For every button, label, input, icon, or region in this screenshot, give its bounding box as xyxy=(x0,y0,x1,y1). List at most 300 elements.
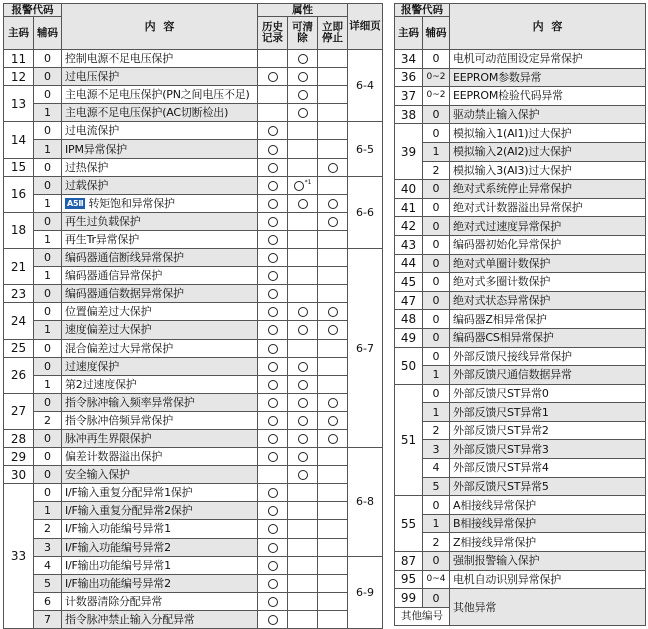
table-row xyxy=(4,556,383,574)
circle-mark-icon xyxy=(268,271,278,281)
sub-code: 3 xyxy=(423,440,450,459)
table-row xyxy=(395,198,646,217)
sub-code: 0 xyxy=(423,291,450,310)
circle-mark-icon xyxy=(298,325,308,335)
detail-page-ref: 6-5 xyxy=(348,122,383,176)
sub-code: 0 xyxy=(34,339,62,357)
main-code: 34 xyxy=(395,50,423,69)
alarm-description: 绝对式系统停止异常保护 xyxy=(450,180,646,199)
circle-mark-icon xyxy=(268,579,278,589)
main-code: 44 xyxy=(395,254,423,273)
main-code: 29 xyxy=(4,448,34,466)
alarm-code-header-right: 报警代码 xyxy=(395,4,450,17)
circle-mark-icon xyxy=(268,524,278,534)
table-row xyxy=(4,230,383,248)
alarm-description: 再生过负载保护 xyxy=(62,212,258,230)
table-row xyxy=(395,217,646,236)
sub-code: 0 xyxy=(423,105,450,124)
clearable-cell xyxy=(288,50,318,68)
sub-code: 0 xyxy=(423,384,450,403)
alarm-description: EEPROM参数异常 xyxy=(450,68,646,87)
table-row xyxy=(395,421,646,440)
clearable-cell xyxy=(288,448,318,466)
main-code: 30 xyxy=(4,466,34,484)
history-cell xyxy=(258,176,288,194)
stop-cell xyxy=(318,466,348,484)
history-cell xyxy=(258,158,288,176)
clearable-header: 可清除 xyxy=(288,17,318,50)
main-code: 50 xyxy=(395,347,423,384)
stop-cell xyxy=(318,484,348,502)
sub-code: 0 xyxy=(423,347,450,366)
main-code-header: 主码 xyxy=(4,17,34,50)
alarm-description: 电机自动识别异常保护 xyxy=(450,570,646,589)
sub-code: 0 xyxy=(34,68,62,86)
stop-cell xyxy=(318,375,348,393)
main-code: 33 xyxy=(4,484,34,629)
clearable-cell xyxy=(288,393,318,411)
clearable-cell xyxy=(288,230,318,248)
circle-mark-icon xyxy=(328,163,338,173)
table-row xyxy=(4,411,383,429)
stop-cell xyxy=(318,393,348,411)
table-row xyxy=(395,533,646,552)
circle-mark-icon xyxy=(298,452,308,462)
stop-cell xyxy=(318,592,348,610)
sub-code: 1 xyxy=(34,104,62,122)
clearable-cell xyxy=(288,158,318,176)
stop-cell xyxy=(318,538,348,556)
main-code: 11 xyxy=(4,50,34,68)
table-row xyxy=(4,194,383,212)
stop-cell xyxy=(318,610,348,628)
history-cell xyxy=(258,339,288,357)
alarm-description: Z相接线异常保护 xyxy=(450,533,646,552)
alarm-description: 再生Tr异常保护 xyxy=(62,230,258,248)
alarm-description: I/F输入功能编号异常1 xyxy=(62,520,258,538)
circle-mark-icon xyxy=(268,181,278,191)
alarm-description: 外部反馈尺ST异常4 xyxy=(450,459,646,478)
stop-cell xyxy=(318,158,348,176)
history-cell xyxy=(258,375,288,393)
sub-code-header-right: 辅码 xyxy=(423,17,450,50)
table-row xyxy=(395,273,646,292)
sub-code: 0 xyxy=(423,50,450,69)
sub-code: 4 xyxy=(34,556,62,574)
history-cell xyxy=(258,194,288,212)
history-cell xyxy=(258,285,288,303)
circle-mark-icon xyxy=(268,416,278,426)
sub-code: 1 xyxy=(34,194,62,212)
stop-cell xyxy=(318,176,348,194)
sub-code: 0 xyxy=(34,285,62,303)
history-cell xyxy=(258,520,288,538)
clearable-cell xyxy=(288,429,318,447)
history-cell xyxy=(258,230,288,248)
alarm-description: 外部反馈尺ST异常5 xyxy=(450,477,646,496)
alarm-description: A5Ⅱ 转矩饱和异常保护 xyxy=(62,194,258,212)
alarm-description: IPM异常保护 xyxy=(62,140,258,158)
sub-code: 6 xyxy=(34,592,62,610)
stop-cell xyxy=(318,249,348,267)
history-cell xyxy=(258,502,288,520)
table-row xyxy=(395,570,646,589)
alarm-table-right xyxy=(394,3,646,626)
table-row xyxy=(395,235,646,254)
clearable-cell xyxy=(288,285,318,303)
main-code: 12 xyxy=(4,68,34,86)
circle-mark-icon xyxy=(298,362,308,372)
alarm-description: 外部反馈尺ST异常1 xyxy=(450,403,646,422)
history-cell xyxy=(258,411,288,429)
circle-mark-icon xyxy=(298,416,308,426)
history-cell xyxy=(258,393,288,411)
alarm-description: 位置偏差过大保护 xyxy=(62,303,258,321)
main-code: 45 xyxy=(395,273,423,292)
history-cell xyxy=(258,357,288,375)
alarm-description: EEPROM检验代码异常 xyxy=(450,87,646,106)
table-row xyxy=(4,484,383,502)
alarm-description: 主电源不足电压保护(AC切断检出) xyxy=(62,104,258,122)
table-row xyxy=(4,466,383,484)
circle-mark-icon xyxy=(294,181,304,191)
table-row xyxy=(4,176,383,194)
alarm-description: 编码器Z相异常保护 xyxy=(450,310,646,329)
sub-code: 1 xyxy=(423,142,450,161)
sub-code: 1 xyxy=(34,502,62,520)
circle-mark-icon xyxy=(328,434,338,444)
alarm-description: 模拟输入1(AI1)过大保护 xyxy=(450,124,646,143)
table-row xyxy=(4,520,383,538)
circle-mark-icon xyxy=(268,506,278,516)
table-row xyxy=(4,122,383,140)
table-row xyxy=(395,347,646,366)
history-cell xyxy=(258,538,288,556)
sub-code: 0 xyxy=(34,212,62,230)
main-code: 28 xyxy=(4,429,34,447)
main-code: 36 xyxy=(395,68,423,87)
other-code-label: 其他编号 xyxy=(395,607,450,626)
table-row xyxy=(395,514,646,533)
alarm-description: 指令脉冲倍频异常保护 xyxy=(62,411,258,429)
circle-mark-icon xyxy=(268,145,278,155)
table-row xyxy=(395,496,646,515)
circle-mark-icon xyxy=(328,398,338,408)
clearable-cell xyxy=(288,375,318,393)
table-row xyxy=(395,440,646,459)
clearable-cell xyxy=(288,249,318,267)
circle-mark-icon xyxy=(268,398,278,408)
sub-code: 1 xyxy=(34,321,62,339)
history-header: 历史记录 xyxy=(258,17,288,50)
alarm-description: 编码器初始化异常保护 xyxy=(450,235,646,254)
table-row xyxy=(4,393,383,411)
clearable-cell xyxy=(288,556,318,574)
circle-mark-icon xyxy=(268,163,278,173)
alarm-description: 绝对式状态异常保护 xyxy=(450,291,646,310)
detail-page-ref: 6-6 xyxy=(348,176,383,248)
sub-code: 0 xyxy=(423,217,450,236)
table-row xyxy=(4,610,383,628)
circle-mark-icon xyxy=(268,289,278,299)
alarm-description: I/F输入功能编号异常2 xyxy=(62,538,258,556)
history-cell xyxy=(258,466,288,484)
main-code: 39 xyxy=(395,124,423,180)
circle-mark-icon xyxy=(268,217,278,227)
clearable-cell xyxy=(288,104,318,122)
alarm-description: 过速度保护 xyxy=(62,357,258,375)
table-row xyxy=(395,291,646,310)
main-code: 23 xyxy=(4,285,34,303)
detail-page-ref: 6-9 xyxy=(348,556,383,628)
sub-code: 2 xyxy=(34,411,62,429)
sub-code: 1 xyxy=(423,403,450,422)
alarm-description: 安全输入保护 xyxy=(62,466,258,484)
table-row xyxy=(395,254,646,273)
circle-mark-icon xyxy=(268,307,278,317)
main-code: 55 xyxy=(395,496,423,552)
sub-code: 0 xyxy=(423,310,450,329)
sub-code: 5 xyxy=(423,477,450,496)
clearable-cell xyxy=(288,411,318,429)
attribute-header: 属性 xyxy=(258,4,348,17)
sub-code: 0 xyxy=(423,124,450,143)
main-code: 40 xyxy=(395,180,423,199)
clearable-cell xyxy=(288,484,318,502)
sub-code: 2 xyxy=(423,533,450,552)
stop-cell xyxy=(318,285,348,303)
alarm-description: 模拟输入3(AI3)过大保护 xyxy=(450,161,646,180)
main-code: 25 xyxy=(4,339,34,357)
sub-code: 0 xyxy=(423,198,450,217)
table-row xyxy=(395,328,646,347)
alarm-description: 指令脉冲输入频率异常保护 xyxy=(62,393,258,411)
table-row xyxy=(4,50,383,68)
alarm-description: 编码器通信数据异常保护 xyxy=(62,285,258,303)
clearable-cell xyxy=(288,303,318,321)
clearable-cell xyxy=(288,520,318,538)
clearable-cell xyxy=(288,574,318,592)
alarm-code-header: 报警代码 xyxy=(4,4,62,17)
stop-cell xyxy=(318,140,348,158)
table-row xyxy=(395,180,646,199)
table-row xyxy=(4,321,383,339)
history-cell xyxy=(258,249,288,267)
circle-mark-icon xyxy=(268,362,278,372)
main-code: 27 xyxy=(4,393,34,429)
circle-mark-icon xyxy=(298,470,308,480)
clearable-cell xyxy=(288,466,318,484)
sub-code: 0~2 xyxy=(423,68,450,87)
alarm-description: 编码器通信异常保护 xyxy=(62,267,258,285)
alarm-description: A相接线异常保护 xyxy=(450,496,646,515)
sub-code: 0 xyxy=(423,328,450,347)
circle-mark-icon xyxy=(268,488,278,498)
table-row xyxy=(395,459,646,478)
sub-code: 4 xyxy=(423,459,450,478)
table-row xyxy=(4,158,383,176)
footnote-mark: *1 xyxy=(304,178,312,186)
circle-mark-icon xyxy=(298,398,308,408)
alarm-description: 过热保护 xyxy=(62,158,258,176)
main-code: 15 xyxy=(4,158,34,176)
table-row xyxy=(4,104,383,122)
sub-code: 0 xyxy=(34,249,62,267)
alarm-description: 脉冲再生界限保护 xyxy=(62,429,258,447)
table-row xyxy=(4,574,383,592)
clearable-cell xyxy=(288,610,318,628)
sub-code: 7 xyxy=(34,610,62,628)
alarm-description: 驱动禁止输入保护 xyxy=(450,105,646,124)
circle-mark-icon xyxy=(268,434,278,444)
sub-code: 0 xyxy=(34,393,62,411)
clearable-cell xyxy=(288,339,318,357)
alarm-description: I/F输出功能编号异常2 xyxy=(62,574,258,592)
table-row xyxy=(395,552,646,571)
clearable-cell xyxy=(288,86,318,104)
alarm-description: 模拟输入2(AI2)过大保护 xyxy=(450,142,646,161)
table-row xyxy=(395,142,646,161)
table-row xyxy=(395,477,646,496)
sub-code: 0 xyxy=(423,254,450,273)
circle-mark-icon xyxy=(298,307,308,317)
alarm-description: 电机可动范围设定异常保护 xyxy=(450,50,646,69)
circle-mark-icon xyxy=(268,380,278,390)
clearable-cell xyxy=(288,538,318,556)
main-code: 14 xyxy=(4,122,34,158)
circle-mark-icon xyxy=(268,72,278,82)
table-row xyxy=(4,357,383,375)
alarm-description: 外部反馈尺ST异常3 xyxy=(450,440,646,459)
circle-mark-icon xyxy=(268,543,278,553)
stop-cell xyxy=(318,357,348,375)
alarm-description: 绝对式单圈计数保护 xyxy=(450,254,646,273)
table-row xyxy=(395,105,646,124)
alarm-description: 外部反馈尺ST异常0 xyxy=(450,384,646,403)
table-row xyxy=(395,589,646,608)
sub-code: 5 xyxy=(34,574,62,592)
alarm-description: 绝对式计数器溢出异常保护 xyxy=(450,198,646,217)
circle-mark-icon xyxy=(268,253,278,263)
sub-code-header: 辅码 xyxy=(34,17,62,50)
circle-mark-icon xyxy=(268,126,278,136)
main-code: 47 xyxy=(395,291,423,310)
circle-mark-icon xyxy=(328,416,338,426)
stop-cell xyxy=(318,50,348,68)
stop-cell xyxy=(318,411,348,429)
sub-code: 1 xyxy=(34,375,62,393)
table-row xyxy=(4,140,383,158)
stop-cell xyxy=(318,86,348,104)
stop-cell xyxy=(318,556,348,574)
stop-cell xyxy=(318,574,348,592)
main-code: 16 xyxy=(4,176,34,212)
alarm-description: B相接线异常保护 xyxy=(450,514,646,533)
history-cell xyxy=(258,68,288,86)
circle-mark-icon xyxy=(268,452,278,462)
main-code: 42 xyxy=(395,217,423,236)
alarm-description: 计数器清除分配异常 xyxy=(62,592,258,610)
stop-cell xyxy=(318,104,348,122)
stop-cell xyxy=(318,448,348,466)
main-code: 26 xyxy=(4,357,34,393)
sub-code: 0~2 xyxy=(423,87,450,106)
sub-code: 3 xyxy=(34,538,62,556)
main-code: 18 xyxy=(4,212,34,248)
stop-cell xyxy=(318,267,348,285)
detail-page-ref: 6-8 xyxy=(348,448,383,557)
clearable-cell xyxy=(288,176,318,194)
table-row xyxy=(4,303,383,321)
alarm-description: 过载保护 xyxy=(62,176,258,194)
circle-mark-icon xyxy=(328,217,338,227)
stop-cell xyxy=(318,429,348,447)
clearable-cell xyxy=(288,122,318,140)
clearable-cell xyxy=(288,357,318,375)
main-code-header-right: 主码 xyxy=(395,17,423,50)
clearable-cell xyxy=(288,592,318,610)
stop-cell xyxy=(318,321,348,339)
sub-code: 0 xyxy=(34,429,62,447)
history-cell xyxy=(258,592,288,610)
table-row xyxy=(395,124,646,143)
history-cell xyxy=(258,140,288,158)
table-row xyxy=(4,592,383,610)
history-cell xyxy=(258,212,288,230)
sub-code: 1 xyxy=(423,366,450,385)
clearable-cell xyxy=(288,267,318,285)
table-row xyxy=(4,538,383,556)
table-row xyxy=(4,86,383,104)
stop-cell xyxy=(318,122,348,140)
table-row xyxy=(4,68,383,86)
circle-mark-icon xyxy=(298,108,308,118)
history-cell xyxy=(258,267,288,285)
circle-mark-icon xyxy=(268,235,278,245)
alarm-description: 速度偏差过大保护 xyxy=(62,321,258,339)
stop-cell xyxy=(318,520,348,538)
alarm-description: I/F输出功能编号异常1 xyxy=(62,556,258,574)
alarm-description: 绝对式过速度异常保护 xyxy=(450,217,646,236)
table-row xyxy=(4,429,383,447)
alarm-description: 外部反馈尺接线异常保护 xyxy=(450,347,646,366)
main-code: 51 xyxy=(395,384,423,496)
a5-badge: A5Ⅱ xyxy=(67,199,84,209)
circle-mark-icon xyxy=(298,380,308,390)
table-row xyxy=(4,267,383,285)
alarm-description: 过电压保护 xyxy=(62,68,258,86)
circle-mark-icon xyxy=(268,615,278,625)
alarm-description: 强制报警输入保护 xyxy=(450,552,646,571)
details-header: 详细页 xyxy=(348,4,383,50)
alarm-description: 混合偏差过大异常保护 xyxy=(62,339,258,357)
circle-mark-icon xyxy=(328,325,338,335)
alarm-description: 第2过速度保护 xyxy=(62,375,258,393)
history-cell xyxy=(258,122,288,140)
circle-mark-icon xyxy=(268,344,278,354)
stop-now-header: 立即停止 xyxy=(318,17,348,50)
alarm-description: 控制电源不足电压保护 xyxy=(62,50,258,68)
table-row xyxy=(395,161,646,180)
sub-code: 0 xyxy=(34,176,62,194)
alarm-description: 编码器CS相异常保护 xyxy=(450,328,646,347)
circle-mark-icon xyxy=(268,597,278,607)
history-cell xyxy=(258,429,288,447)
sub-code: 0 xyxy=(423,496,450,515)
alarm-description: 指令脉冲禁止输入分配异常 xyxy=(62,610,258,628)
content-header: 内 容 xyxy=(62,4,258,50)
circle-mark-icon xyxy=(328,199,338,209)
